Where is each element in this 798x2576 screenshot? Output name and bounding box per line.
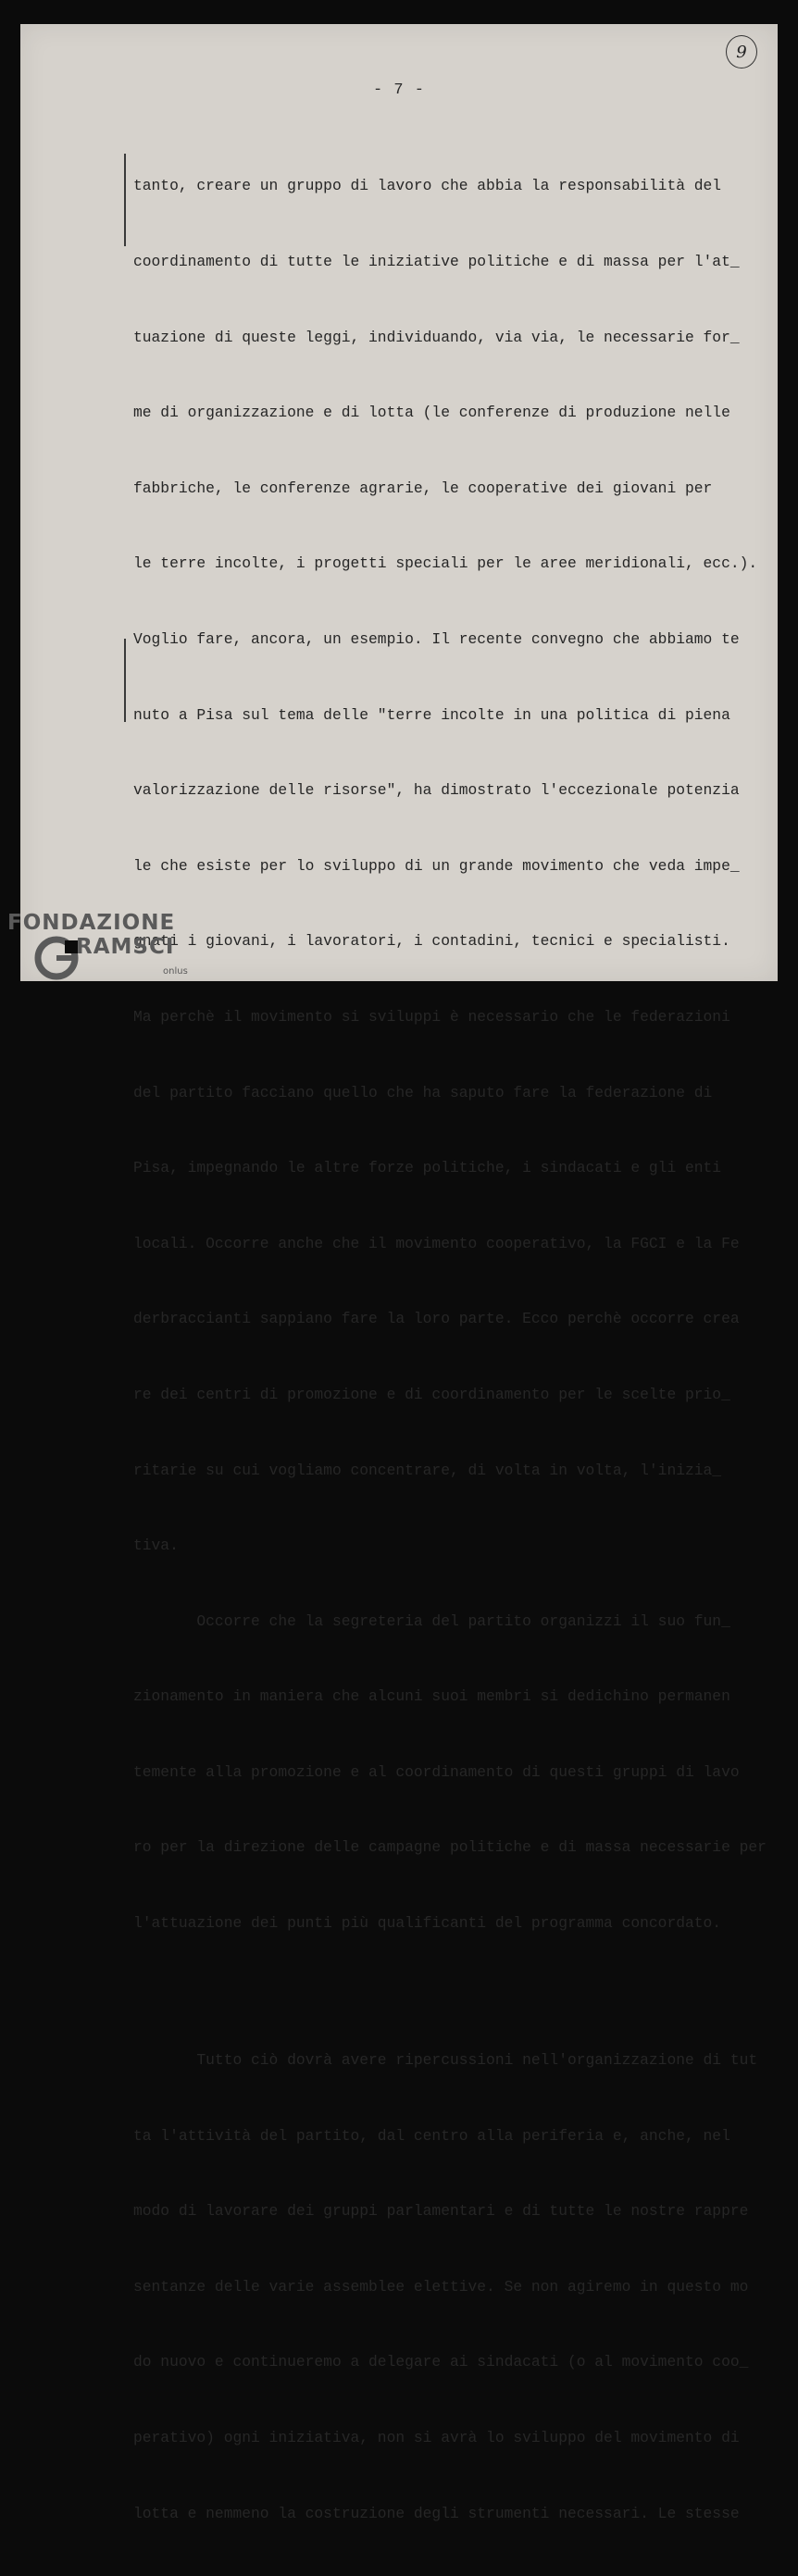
watermark-line2: RAMSCI <box>76 935 175 959</box>
text-line: lotta e nemmeno la costruzione degli strumenti necessari. Le stesse <box>133 2504 740 2522</box>
text-line: derbraccianti sappiano fare la loro parte. Ecco perchè occorre crea <box>133 1310 740 1328</box>
paragraph-gap <box>133 1986 763 1997</box>
text-line: zionamento in maniera che alcuni suoi membri si dedichino permanen <box>133 1687 730 1706</box>
text-line: le terre incolte, i progetti speciali per le aree meridionali, ecc.). <box>133 554 758 573</box>
text-line: tuazione di queste leggi, individuando, via via, le necessarie for_ <box>133 328 740 346</box>
margin-mark-2 <box>124 639 126 722</box>
typed-text-body <box>133 123 767 2576</box>
text-line: gnati i giovani, i lavoratori, i contadini, tecnici e specialisti. <box>133 932 730 951</box>
text-line: fabbriche, le conferenze agrarie, le cooperative dei giovani per <box>133 479 713 497</box>
margin-mark-1 <box>124 154 126 246</box>
text-line: le che esiste per lo sviluppo di un grande movimento che veda impe_ <box>133 856 740 875</box>
watermark-suffix: onlus <box>163 966 188 977</box>
text-line: sentanze delle varie assemblee elettive. Se non agiremo in questo mo <box>133 2277 749 2296</box>
text-line: perativo) ogni iniziativa, non si avrà lo sviluppo del movimento di <box>133 2429 740 2447</box>
archive-number-text: 9 <box>736 42 747 62</box>
g-logo-icon <box>33 935 80 981</box>
text-line: Occorre che la segreteria del partito organizzi il suo fun_ <box>133 1612 730 1630</box>
text-line: ta l'attività del partito, dal centro alla periferia e, anche, nel <box>133 2126 730 2145</box>
text-line: Voglio fare, ancora, un esempio. Il recente convegno che abbiamo te <box>133 629 740 648</box>
text-line: temente alla promozione e al coordinamento di questi gruppi di lavo <box>133 1762 740 1781</box>
text-line: ro per la direzione delle campagne politiche e di massa necessarie per <box>133 1838 767 1857</box>
text-line: Pisa, impegnando le altre forze politiche, i sindacati e gli enti <box>133 1159 722 1177</box>
page-number: - 7 - <box>372 81 425 99</box>
text-line: valorizzazione delle risorse", ha dimostrato l'eccezionale potenzia <box>133 781 740 800</box>
text-line: del partito facciano quello che ha saputo fare la federazione di <box>133 1083 713 1101</box>
text-line: coordinamento di tutte le iniziative politiche e di massa per l'at_ <box>133 253 740 270</box>
text-line: ritarie su cui vogliamo concentrare, di volta in volta, l'inizia_ <box>133 1461 722 1479</box>
text-line: do nuovo e continueremo a delegare ai sindacati (o al movimento coo_ <box>133 2353 749 2371</box>
text-line: Ma perchè il movimento si sviluppi è necessario che le federazioni <box>133 1007 730 1026</box>
text-line: tanto, creare un gruppo di lavoro che abbia la responsabilità del <box>133 177 722 195</box>
archive-page-number <box>726 35 757 68</box>
text-line: nuto a Pisa sul tema delle "terre incolte in una politica di piena <box>133 705 730 724</box>
fondazione-gramsci-watermark <box>0 907 204 1000</box>
text-line: locali. Occorre anche che il movimento cooperativo, la FGCI e la Fe <box>133 1234 740 1252</box>
text-line: l'attuazione dei punti più qualificanti del programma concordato. <box>133 1914 722 1933</box>
text-line: me di organizzazione e di lotta (le conferenze di produzione nelle <box>133 404 730 422</box>
text-line: modo di lavorare dei gruppi parlamentari e di tutte le nostre rappre <box>133 2202 749 2221</box>
text-line: re dei centri di promozione e di coordinamento per le scelte prio_ <box>133 1385 730 1403</box>
text-line: Tutto ciò dovrà avere ripercussioni nell'organizzazione di tut <box>133 2051 758 2070</box>
document-page <box>20 24 778 2522</box>
text-line: tiva. <box>133 1537 179 1555</box>
watermark-line1: FONDAZIONE <box>7 911 176 935</box>
